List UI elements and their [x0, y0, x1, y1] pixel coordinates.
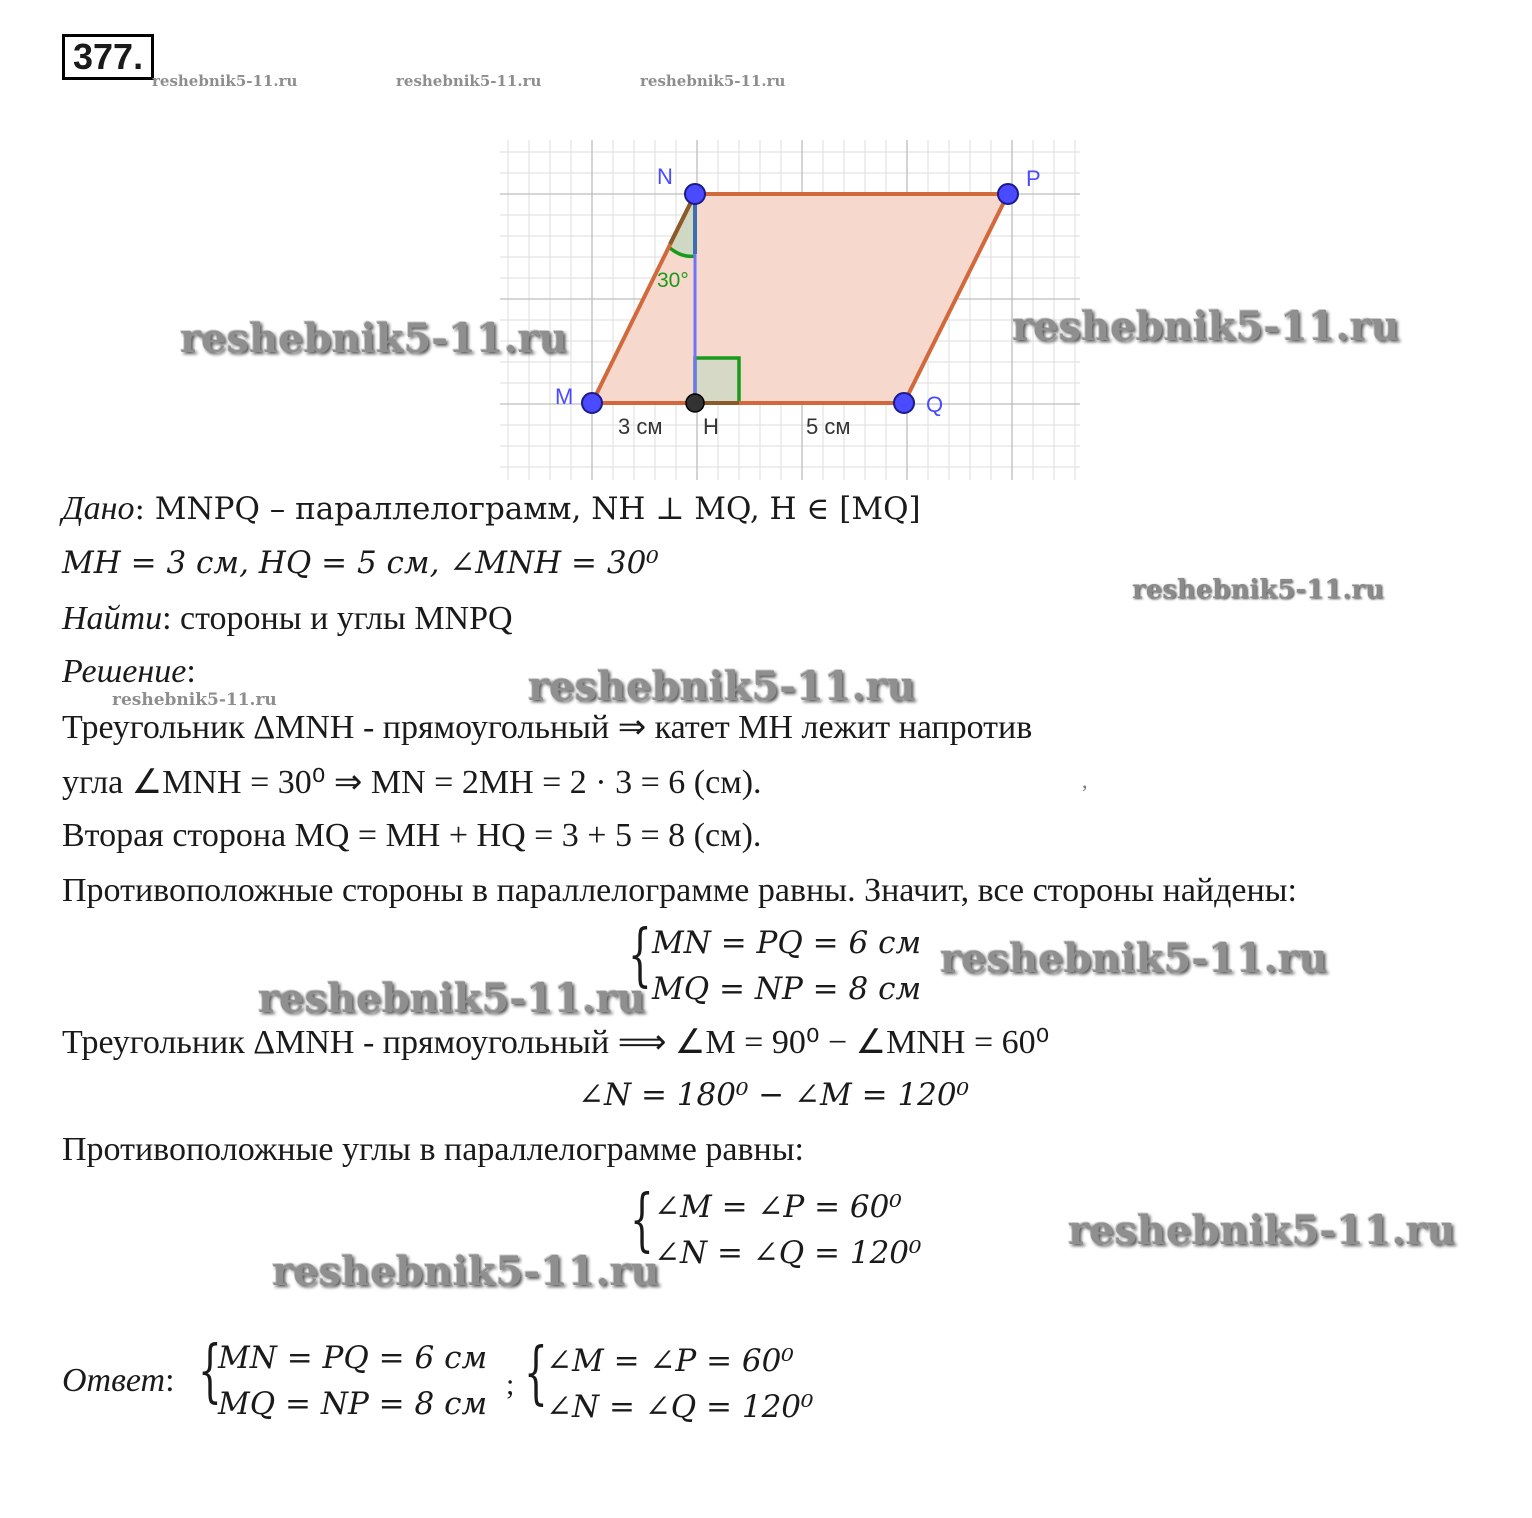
watermark: reshebnik5-11.ru	[258, 975, 646, 1022]
answer-angles	[546, 1338, 813, 1430]
point-P	[998, 184, 1018, 204]
system-sides	[652, 920, 921, 1012]
solution-p4: Противоположные стороны в параллелограмме равны. Значит, все стороны найдены:	[62, 872, 1297, 909]
point-Q	[894, 393, 914, 413]
hq-label: 5 см	[806, 414, 851, 439]
answer-sides-row-1: MN = PQ = 6 см	[218, 1340, 488, 1376]
watermark: reshebnik5-11.ru	[528, 663, 916, 710]
answer-sides-row-2: MQ = NP = 8 см	[218, 1386, 488, 1422]
angle-label: 30°	[657, 269, 689, 292]
answer-angles-row-2: ∠N = ∠Q = 120⁰	[546, 1389, 814, 1425]
solution-colon: :	[186, 653, 196, 690]
system-sides-row-2: MQ = NP = 8 см	[652, 971, 922, 1007]
watermark: reshebnik5-11.ru	[272, 1248, 660, 1295]
system-angles-row-2: ∠N = ∠Q = 120⁰	[654, 1235, 922, 1271]
system-brace: {	[628, 916, 652, 995]
label-N: N	[657, 164, 673, 189]
parallelogram-fill	[592, 194, 1008, 403]
problem-number: 377.	[62, 34, 154, 80]
watermark: reshebnik5-11.ru	[180, 315, 568, 362]
stray-mark: ,	[1082, 768, 1088, 793]
label-P: P	[1026, 166, 1041, 191]
system-brace: {	[630, 1181, 654, 1260]
point-N	[685, 184, 705, 204]
solution-heading	[62, 653, 196, 691]
solution-p2: угла ∠MNH = 30⁰ ⇒ MN = 2MH = 2 · 3 = 6 (см).	[62, 764, 762, 801]
answer-brace-1: {	[198, 1332, 222, 1411]
watermark: reshebnik5-11.ru	[640, 72, 786, 90]
system-sides-row-1: MN = PQ = 6 см	[652, 925, 922, 961]
given-label: Дано	[62, 490, 135, 527]
solution-p3: Вторая сторона MQ = MH + HQ = 3 + 5 = 8 (см).	[62, 817, 762, 854]
system-angles	[654, 1184, 921, 1276]
watermark: reshebnik5-11.ru	[940, 935, 1328, 982]
given-text: : MNPQ – параллелограмм, NH ⊥ MQ, H ∈ [MQ]	[134, 491, 921, 527]
answer-separator: ;	[506, 1368, 515, 1401]
watermark: reshebnik5-11.ru	[396, 72, 542, 90]
answer-label: Ответ	[62, 1362, 166, 1399]
solution-p6: ∠N = 180⁰ − ∠M = 120⁰	[578, 1077, 970, 1113]
answer-label-line	[62, 1362, 175, 1400]
find-label: Найти	[62, 600, 163, 637]
mh-label: 3 см	[618, 414, 663, 439]
given-line-2: MH = 3 см, HQ = 5 см, ∠MNH = 30⁰	[62, 545, 659, 581]
answer-brace-2: {	[524, 1334, 548, 1413]
answer-colon: :	[165, 1362, 175, 1399]
point-H	[686, 394, 704, 412]
label-H: H	[703, 414, 719, 439]
watermark: reshebnik5-11.ru	[1012, 303, 1400, 350]
system-angles-row-1: ∠M = ∠P = 60⁰	[654, 1189, 902, 1225]
answer-sides	[218, 1335, 487, 1427]
watermark: reshebnik5-11.ru	[152, 72, 298, 90]
watermark: reshebnik5-11.ru	[1068, 1207, 1456, 1254]
label-Q: Q	[926, 392, 944, 417]
point-M	[582, 393, 602, 413]
label-M: M	[555, 384, 574, 409]
watermark: reshebnik5-11.ru	[1132, 575, 1385, 605]
solution-p7: Противоположные углы в параллелограмме равны:	[62, 1131, 805, 1168]
parallelogram-figure	[500, 140, 1080, 480]
find-text: : стороны и углы MNPQ	[162, 600, 513, 637]
solution-label: Решение	[62, 653, 187, 690]
answer-angles-row-1: ∠M = ∠P = 60⁰	[546, 1343, 794, 1379]
solution-p1: Треугольник ΔMNH - прямоугольный ⇒ катет MH лежит напротив	[62, 709, 1033, 746]
solution-p5: Треугольник ΔMNH - прямоугольный ⟹ ∠M = 90⁰ − ∠MNH = 60⁰	[62, 1024, 1050, 1061]
given-line-1	[62, 490, 921, 528]
watermark: reshebnik5-11.ru	[112, 690, 277, 710]
find-line	[62, 600, 513, 638]
